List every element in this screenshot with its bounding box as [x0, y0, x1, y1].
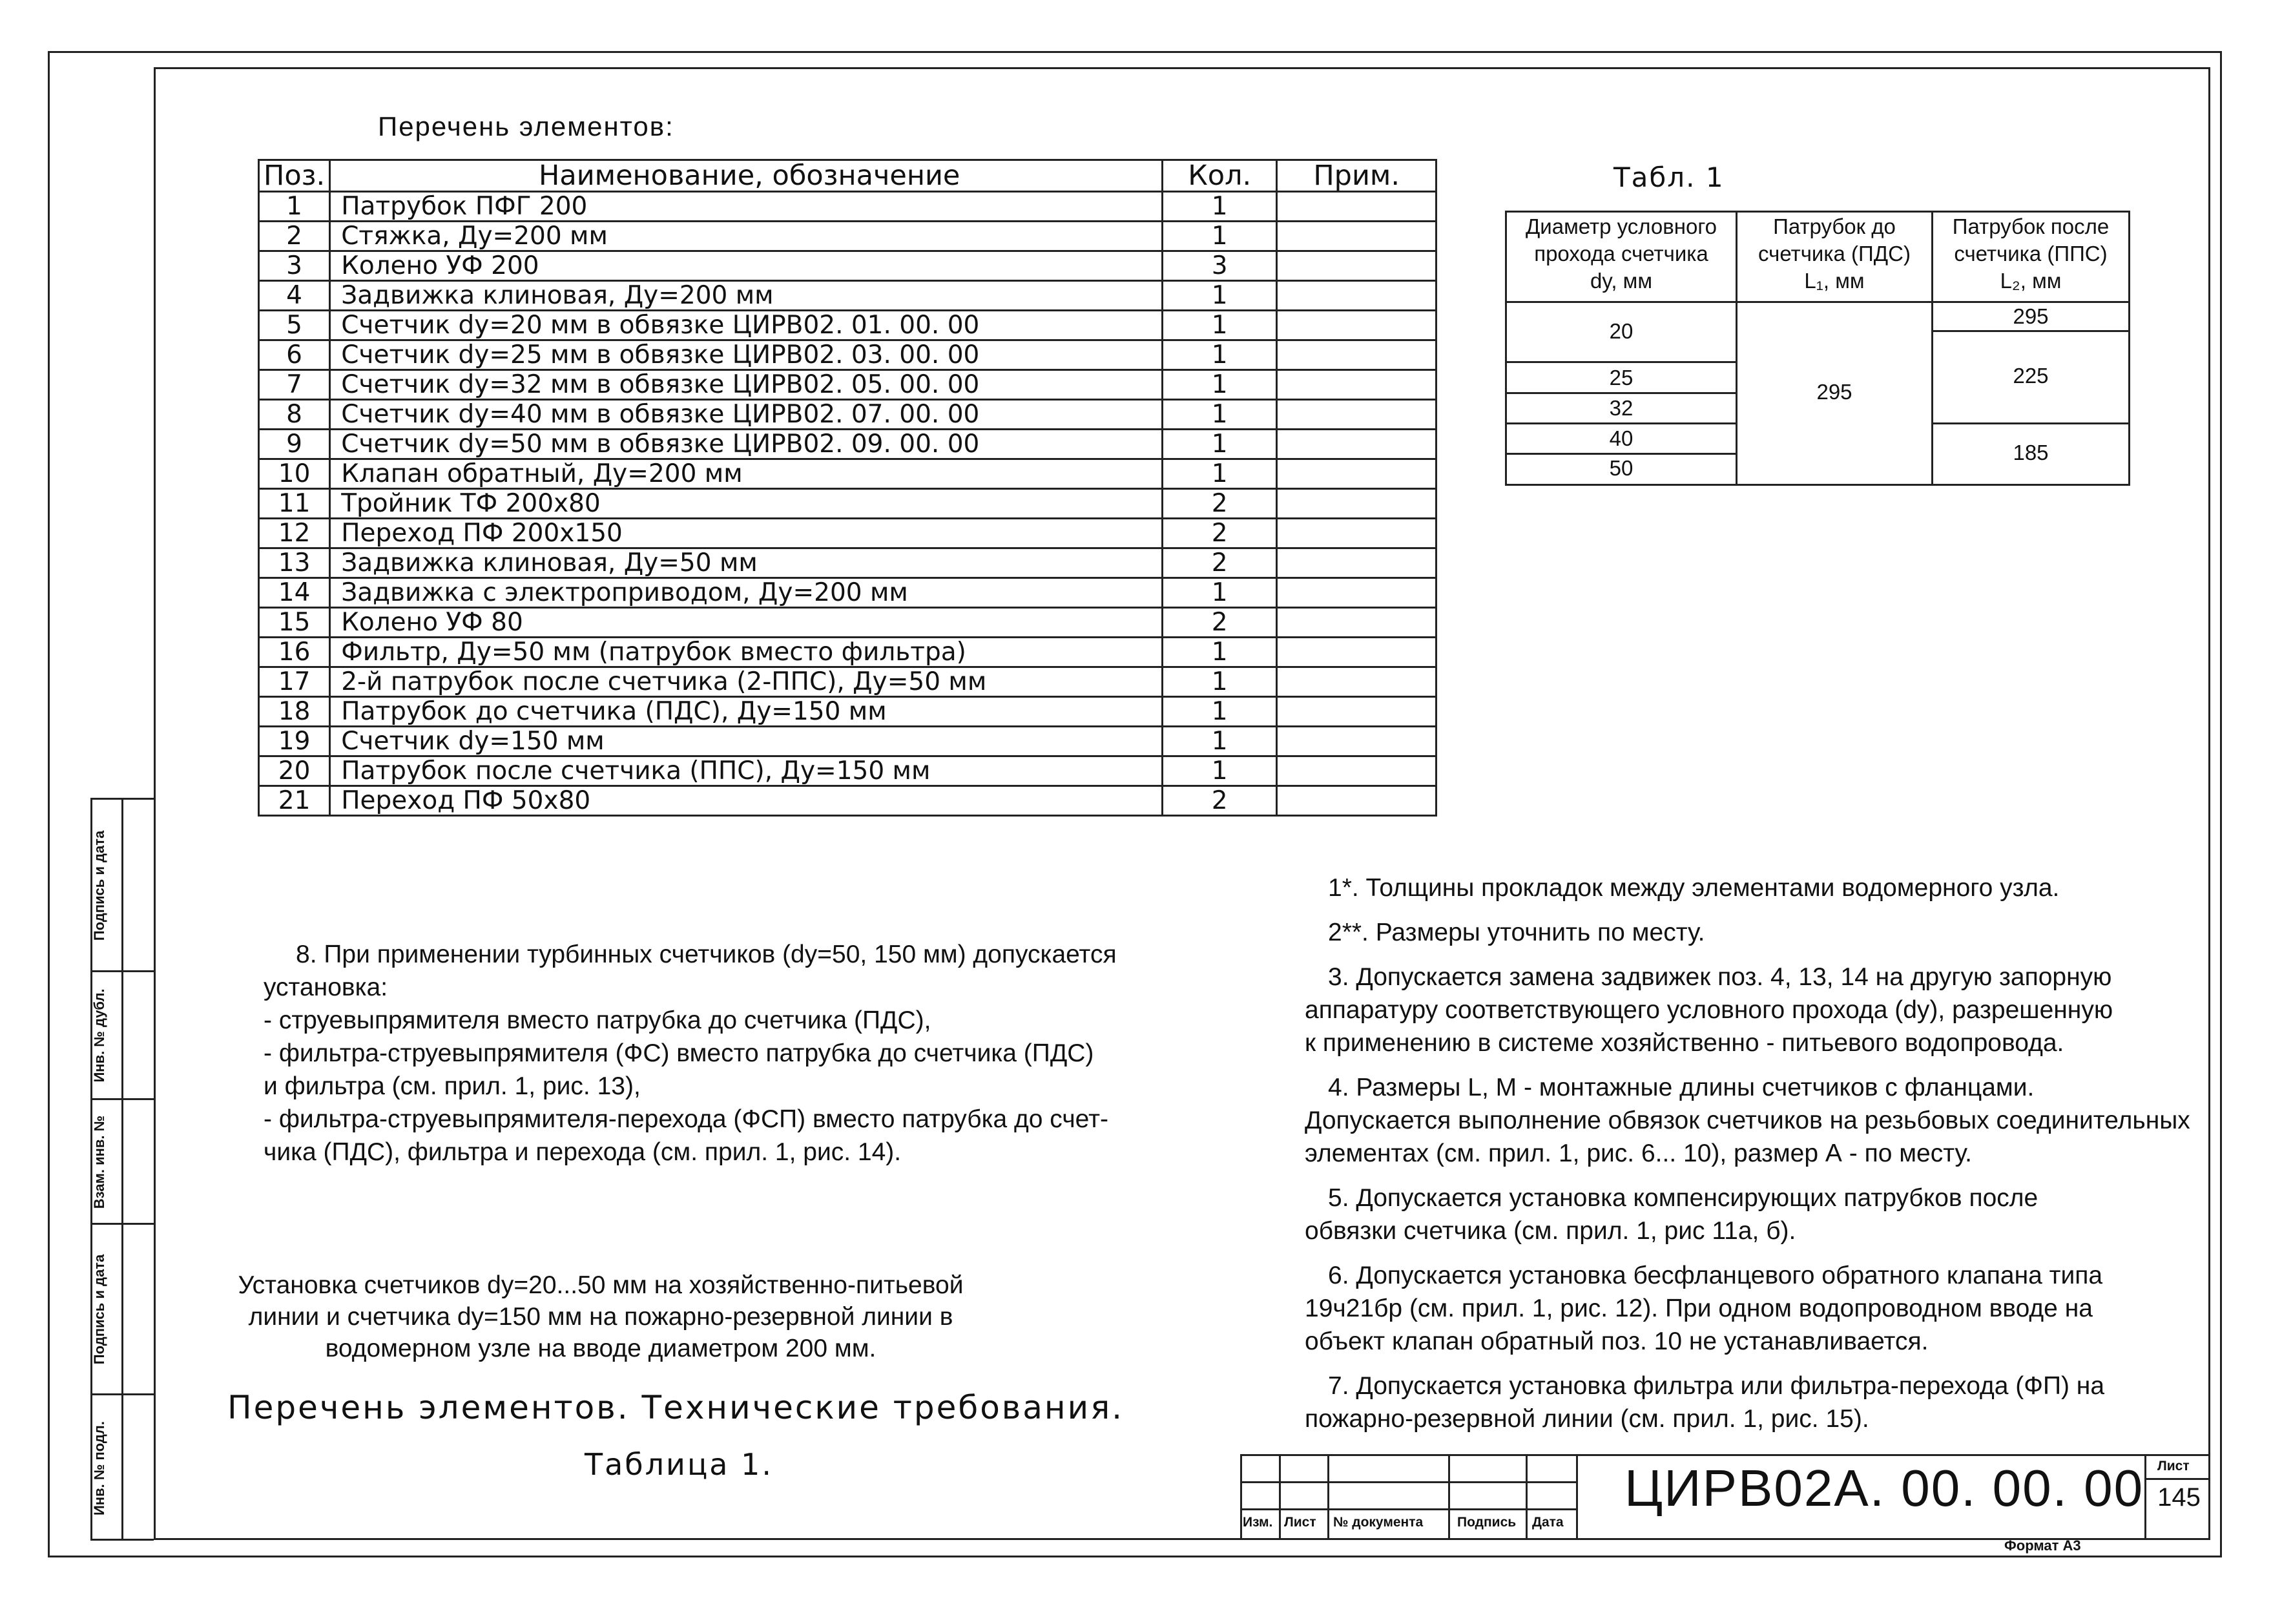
row-pos: 2 [259, 222, 330, 251]
parts-row [259, 400, 1437, 430]
header-line: L₁, мм [1804, 269, 1865, 293]
row-pos: 12 [259, 519, 330, 548]
note-line: к применению в системе хозяйственно - питьевого водопровода. [1305, 1029, 2064, 1057]
table1 [1505, 211, 2130, 486]
row-qty: 1 [1163, 340, 1277, 370]
row-note [1277, 697, 1437, 727]
table1-header-l1 [1737, 213, 1931, 295]
parts-row [259, 727, 1437, 756]
side-label: Подпись и дата [91, 1254, 107, 1365]
row-pos: 1 [259, 192, 330, 222]
row-qty: 1 [1163, 400, 1277, 430]
row-pos: 13 [259, 548, 330, 578]
header-qty: Кол. [1163, 160, 1277, 192]
row-pos: 4 [259, 281, 330, 311]
format-label: Формат А3 [2004, 1537, 2081, 1554]
side-label: Инв. № дубл. [91, 988, 107, 1083]
note-line: аппаратуру соответствующего условного прохода (dy), разрешенную [1305, 996, 2113, 1024]
parts-table-header [259, 160, 1437, 192]
row-qty: 2 [1163, 786, 1277, 816]
row-name: Счетчик dy=40 мм в обвязке ЦИРВ02. 07. 00. 00 [330, 400, 1163, 430]
row-note [1277, 400, 1437, 430]
row-note [1277, 430, 1437, 459]
side-label: Взам. инв. № [91, 1115, 107, 1209]
parts-row [259, 311, 1437, 340]
note-line: 3. Допускается замена задвижек поз. 4, 13, 14 на другую запорную [1328, 963, 2112, 991]
row-note [1277, 459, 1437, 489]
header-line: прохода счетчика [1534, 242, 1708, 265]
parts-row [259, 519, 1437, 548]
row-qty: 1 [1163, 667, 1277, 697]
row-note [1277, 370, 1437, 400]
note-line: 19ч21бр (см. прил. 1, рис. 12). При одном водопроводном вводе на [1305, 1295, 2093, 1322]
stamp-col-date: Дата [1532, 1515, 1564, 1530]
row-name: Фильтр, Ду=50 мм (патрубок вместо фильтра) [330, 638, 1163, 667]
table1-header-diameter [1507, 213, 1736, 295]
note-8 [264, 938, 1219, 1169]
row-qty: 1 [1163, 370, 1277, 400]
row-note [1277, 311, 1437, 340]
row-note [1277, 192, 1437, 222]
row-note [1277, 548, 1437, 578]
note-line: 6. Допускается установка бесфланцевого обратного клапана типа [1328, 1262, 2103, 1289]
note-line: пожарно-резервной линии (см. прил. 1, рис. 15). [1305, 1405, 1869, 1433]
parts-list-title: Перечень элементов: [378, 111, 674, 141]
table1-header-l2 [1933, 213, 2128, 295]
note-line: обвязки счетчика (см. прил. 1, рис 11а, б). [1305, 1217, 1796, 1245]
row-pos: 20 [259, 756, 330, 786]
note-line: - фильтра-струевыпрямителя (ФС) вместо патрубка до счетчика (ПДС) [264, 1039, 1094, 1067]
row-qty: 1 [1163, 430, 1277, 459]
row-pos: 16 [259, 638, 330, 667]
row-name: Патрубок ПФГ 200 [330, 192, 1163, 222]
notes-right [1305, 871, 2196, 1435]
row-qty: 1 [1163, 192, 1277, 222]
parts-row [259, 697, 1437, 727]
row-name: Клапан обратный, Ду=200 мм [330, 459, 1163, 489]
row-name: Счетчик dy=20 мм в обвязке ЦИРВ02. 01. 00. 00 [330, 311, 1163, 340]
table1-l2-cell: 225 [2013, 364, 2049, 388]
row-qty: 2 [1163, 519, 1277, 548]
stamp-col-doc: № документа [1333, 1515, 1424, 1530]
side-label: Инв. № подл. [91, 1421, 107, 1515]
parts-row [259, 281, 1437, 311]
row-pos: 17 [259, 667, 330, 697]
parts-row [259, 756, 1437, 786]
row-pos: 9 [259, 430, 330, 459]
row-pos: 14 [259, 578, 330, 608]
header-line: Диаметр условного [1525, 214, 1717, 238]
row-name: Переход ПФ 50х80 [330, 786, 1163, 816]
sheet-label: Лист [2157, 1459, 2190, 1473]
header-line: Патрубок до [1773, 214, 1896, 238]
row-pos: 5 [259, 311, 330, 340]
row-name: Патрубок до счетчика (ПДС), Ду=150 мм [330, 697, 1163, 727]
parts-row [259, 489, 1437, 519]
document-code: ЦИРВ02А. 00. 00. 00 [1624, 1459, 2144, 1517]
header-line: Патрубок после [1952, 214, 2110, 238]
parts-row [259, 578, 1437, 608]
note-line: - фильтра-струевыпрямителя-перехода (ФСП) вместо патрубка до счет- [264, 1105, 1108, 1133]
header-line: L₂, мм [2000, 269, 2062, 293]
row-name: Счетчик dy=150 мм [330, 727, 1163, 756]
row-pos: 6 [259, 340, 330, 370]
row-pos: 15 [259, 608, 330, 638]
note-line: чика (ПДС), фильтра и перехода (см. прил. 1, рис. 14). [264, 1138, 902, 1166]
note-line: 8. При применении турбинных счетчиков (dy=50, 150 мм) допускается [296, 941, 1117, 968]
row-name: Счетчик dy=25 мм в обвязке ЦИРВ02. 03. 00. 00 [330, 340, 1163, 370]
row-name: Счетчик dy=32 мм в обвязке ЦИРВ02. 05. 00. 00 [330, 370, 1163, 400]
row-note [1277, 608, 1437, 638]
table1-l2-cell: 185 [2013, 441, 2049, 464]
parts-row [259, 638, 1437, 667]
parts-table [258, 159, 1437, 817]
row-qty: 1 [1163, 578, 1277, 608]
table1-diameter-cell: 50 [1609, 456, 1634, 480]
table-label: Таблица 1. [585, 1447, 773, 1482]
parts-row [259, 608, 1437, 638]
row-pos: 11 [259, 489, 330, 519]
caption-line: линии и счетчика dy=150 мм на пожарно-резервной линии в [248, 1303, 953, 1331]
note-line: 7. Допускается установка фильтра или фильтра-перехода (ФП) на [1328, 1372, 2105, 1400]
table1-diameter-cell: 20 [1609, 319, 1634, 343]
row-qty: 3 [1163, 251, 1277, 281]
header-line: счетчика (ППС) [1954, 242, 2108, 265]
parts-row [259, 667, 1437, 697]
table1-l2-cell: 295 [2013, 304, 2049, 328]
parts-row [259, 459, 1437, 489]
note-line: установка: [264, 973, 388, 1001]
row-name: Задвижка с электроприводом, Ду=200 мм [330, 578, 1163, 608]
row-name: Колено УФ 200 [330, 251, 1163, 281]
row-pos: 7 [259, 370, 330, 400]
row-qty: 2 [1163, 489, 1277, 519]
parts-row [259, 340, 1437, 370]
note-line: - струевыпрямителя вместо патрубка до счетчика (ПДС), [264, 1006, 931, 1034]
note-line: 4. Размеры L, M - монтажные длины счетчиков с фланцами. [1328, 1074, 2035, 1101]
row-note [1277, 489, 1437, 519]
stamp-col-izm: Изм. [1243, 1515, 1273, 1530]
caption-line: водомерном узле на вводе диаметром 200 мм. [325, 1335, 876, 1362]
row-pos: 21 [259, 786, 330, 816]
row-note [1277, 638, 1437, 667]
row-qty: 1 [1163, 638, 1277, 667]
table1-diameter-cell: 32 [1609, 396, 1634, 420]
row-qty: 1 [1163, 459, 1277, 489]
row-qty: 1 [1163, 756, 1277, 786]
parts-row [259, 548, 1437, 578]
row-pos: 18 [259, 697, 330, 727]
parts-row [259, 370, 1437, 400]
row-note [1277, 786, 1437, 816]
row-qty: 1 [1163, 222, 1277, 251]
table1-l1-cell: 295 [1816, 380, 1852, 404]
row-name: Задвижка клиновая, Ду=200 мм [330, 281, 1163, 311]
note-line: 2**. Размеры уточнить по месту. [1328, 919, 1705, 946]
table1-diameter-cell: 40 [1609, 426, 1634, 450]
table1-title: Табл. 1 [1613, 161, 1725, 193]
header-note: Прим. [1277, 160, 1437, 192]
row-qty: 1 [1163, 311, 1277, 340]
row-name: 2-й патрубок после счетчика (2-ППС), Ду=50 мм [330, 667, 1163, 697]
note-line: и фильтра (см. прил. 1, рис. 13), [264, 1072, 641, 1100]
row-qty: 2 [1163, 548, 1277, 578]
row-note [1277, 222, 1437, 251]
row-note [1277, 251, 1437, 281]
header-line: dy, мм [1590, 269, 1653, 293]
row-name: Задвижка клиновая, Ду=50 мм [330, 548, 1163, 578]
row-note [1277, 756, 1437, 786]
row-qty: 1 [1163, 281, 1277, 311]
row-note [1277, 578, 1437, 608]
sheet-number: 145 [2157, 1483, 2201, 1512]
row-name: Колено УФ 80 [330, 608, 1163, 638]
sheet-title: Перечень элементов. Технические требования. [227, 1389, 1125, 1426]
parts-row [259, 786, 1437, 816]
row-qty: 1 [1163, 697, 1277, 727]
note-line: 1*. Толщины прокладок между элементами водомерного узла. [1328, 874, 2060, 902]
row-note [1277, 281, 1437, 311]
row-name: Переход ПФ 200х150 [330, 519, 1163, 548]
row-pos: 8 [259, 400, 330, 430]
row-name: Патрубок после счетчика (ППС), Ду=150 мм [330, 756, 1163, 786]
row-qty: 2 [1163, 608, 1277, 638]
note-line: 5. Допускается установка компенсирующих патрубков после [1328, 1184, 2038, 1212]
header-pos: Поз. [259, 160, 330, 192]
drawing-caption [213, 1269, 988, 1364]
row-note [1277, 667, 1437, 697]
row-note [1277, 340, 1437, 370]
header-line: счетчика (ПДС) [1758, 242, 1911, 265]
note-line: элементах (см. прил. 1, рис. 6... 10), размер А - по месту. [1305, 1140, 1972, 1167]
caption-line: Установка счетчиков dy=20...50 мм на хозяйственно-питьевой [238, 1271, 964, 1299]
header-name: Наименование, обозначение [330, 160, 1163, 192]
stamp-col-sign: Подпись [1457, 1515, 1517, 1530]
table1-diameter-cell: 25 [1609, 366, 1634, 390]
row-pos: 19 [259, 727, 330, 756]
row-pos: 10 [259, 459, 330, 489]
row-note [1277, 519, 1437, 548]
stamp-col-list: Лист [1284, 1515, 1316, 1530]
note-line: объект клапан обратный поз. 10 не устанавливается. [1305, 1327, 1929, 1355]
row-name: Счетчик dy=50 мм в обвязке ЦИРВ02. 09. 00. 00 [330, 430, 1163, 459]
side-label: Подпись и дата [91, 830, 107, 941]
row-qty: 1 [1163, 727, 1277, 756]
row-name: Стяжка, Ду=200 мм [330, 222, 1163, 251]
row-pos: 3 [259, 251, 330, 281]
parts-row [259, 222, 1437, 251]
row-note [1277, 727, 1437, 756]
note-line: Допускается выполнение обвязок счетчиков на резьбовых соединительных [1305, 1107, 2190, 1134]
row-name: Тройник ТФ 200х80 [330, 489, 1163, 519]
parts-row [259, 251, 1437, 281]
parts-row [259, 430, 1437, 459]
parts-row [259, 192, 1437, 222]
